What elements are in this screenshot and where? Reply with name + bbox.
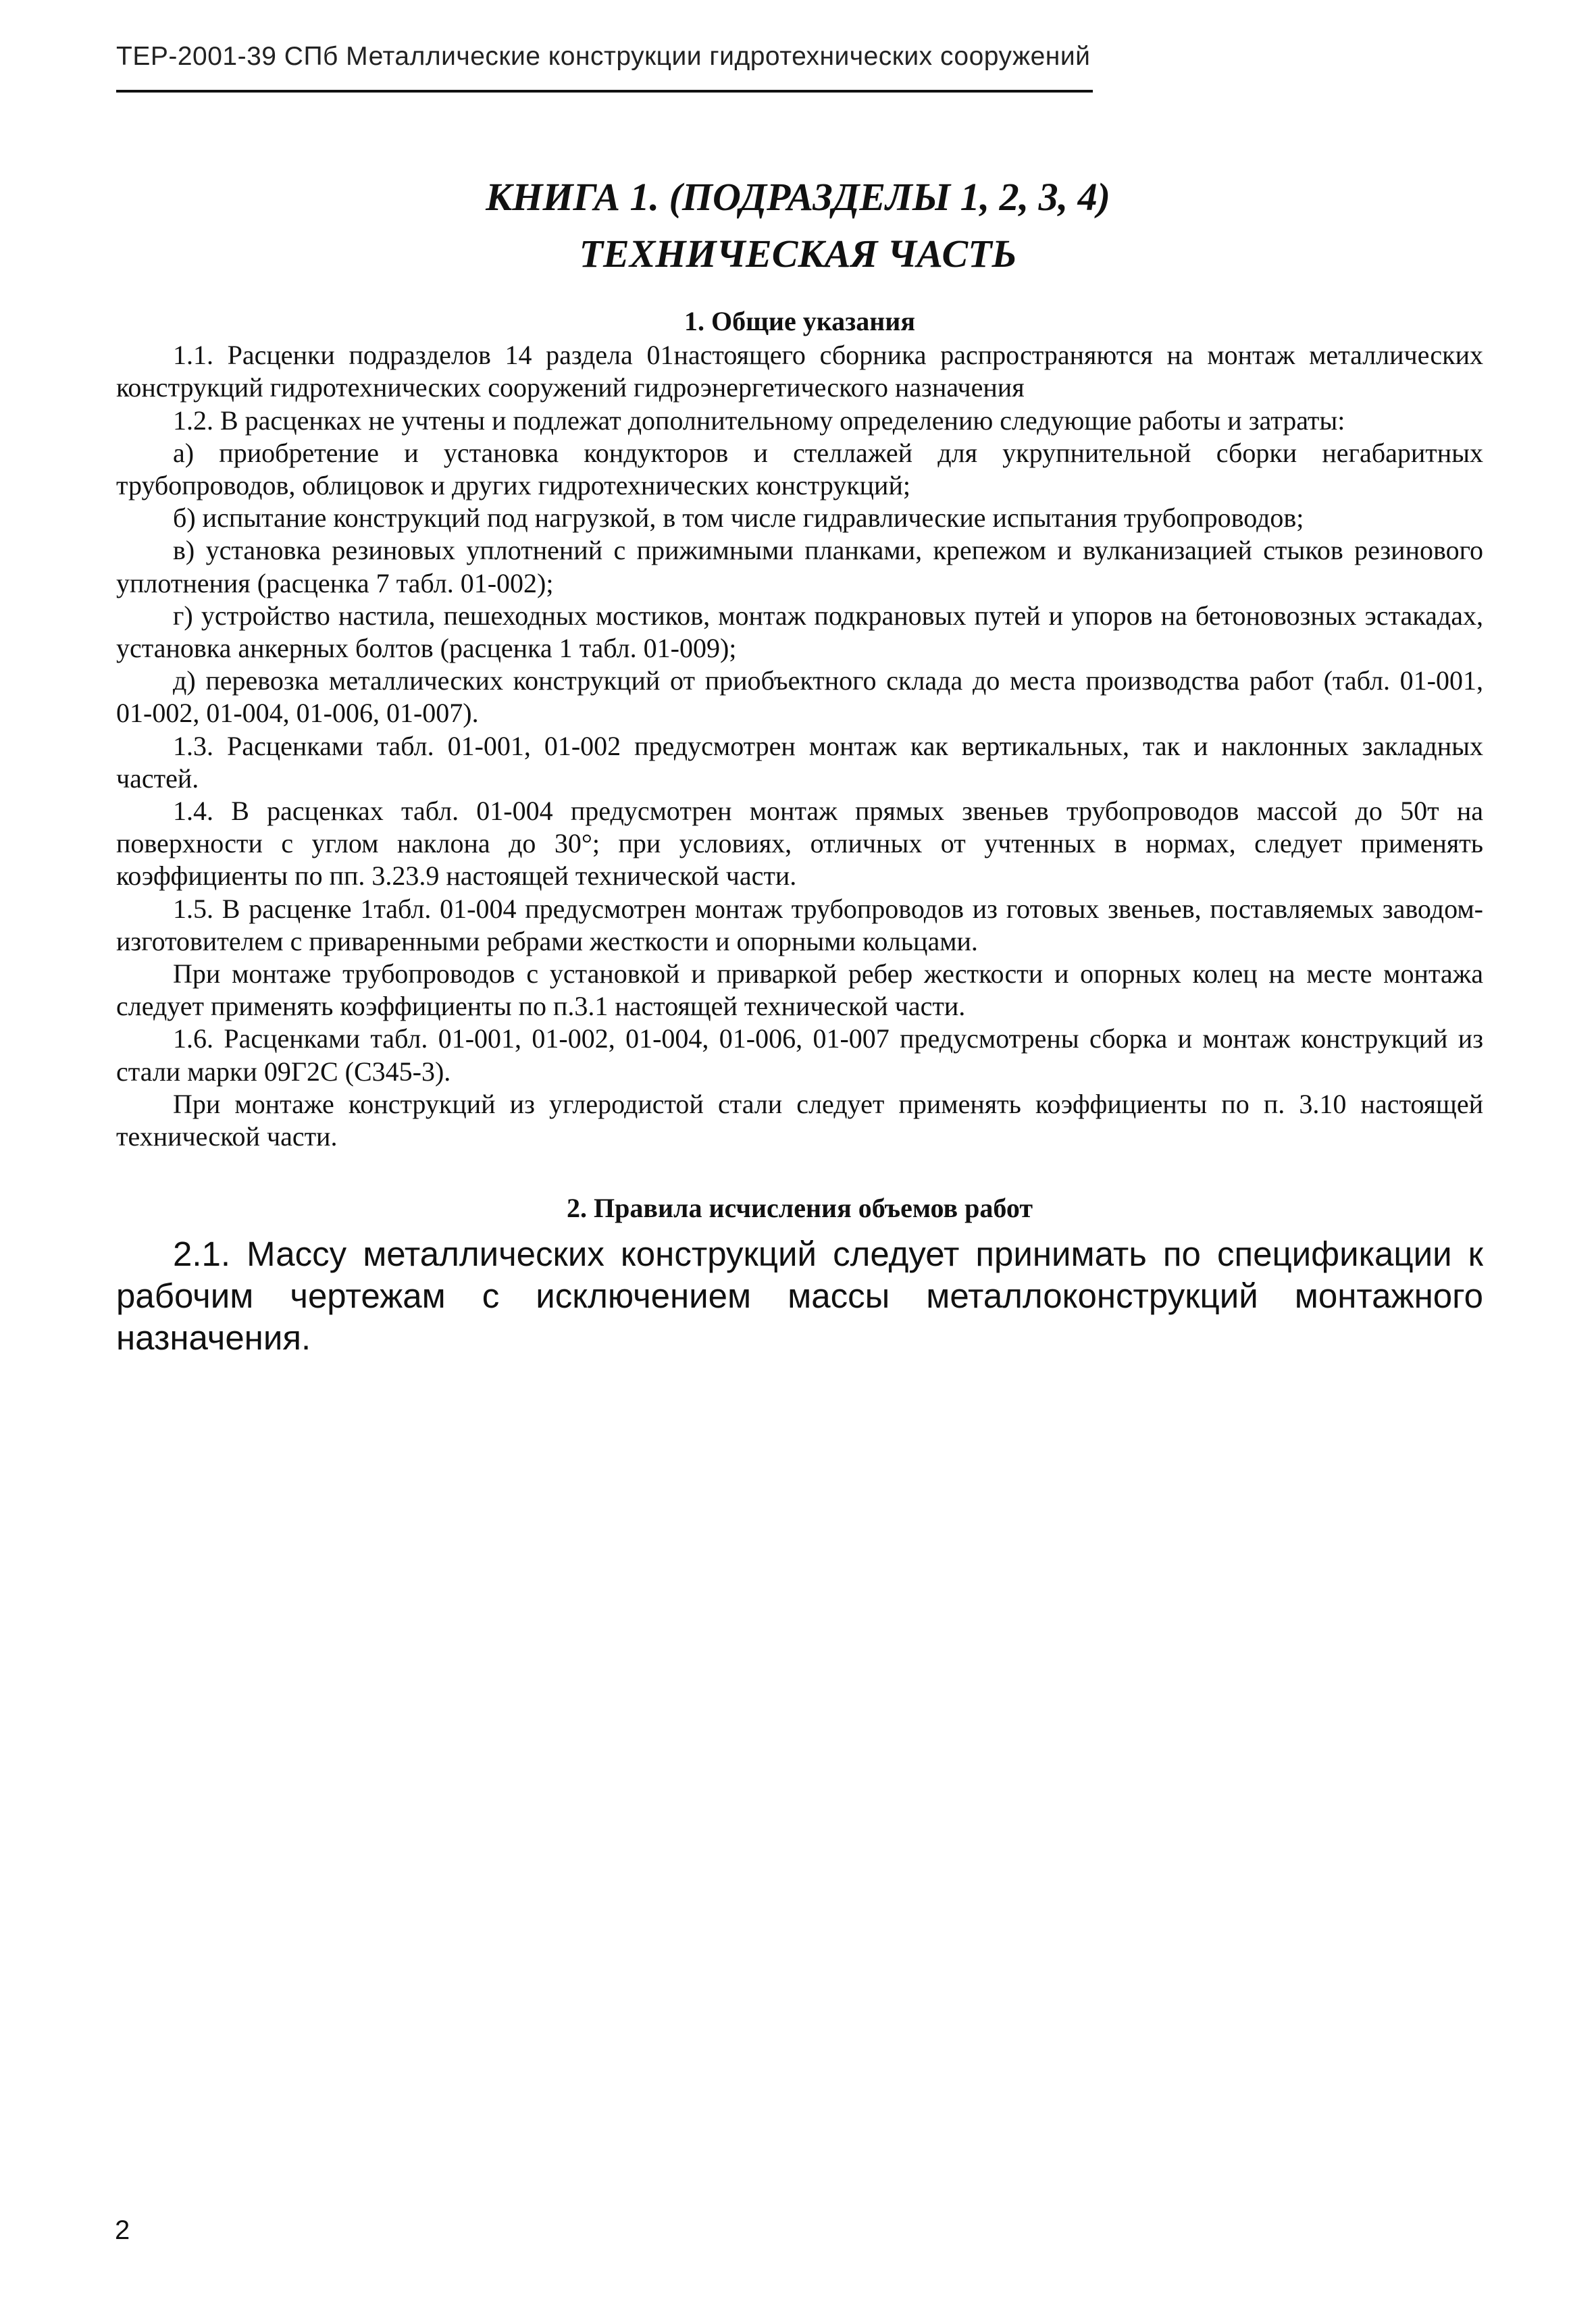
book-title (0, 169, 1596, 282)
header-rule (116, 90, 1093, 93)
paragraph-2-1: 2.1. Массу металлических конструкций следует принимать по спецификации к рабочим чертежам с исключением массы металлоконструкций монтажного назначения. (116, 1235, 1483, 1357)
section-volume-rules (116, 1192, 1483, 1359)
paragraph-1-2-v: в) установка резиновых уплотнений с прижимными планками, крепежом и вулканизацией стыков резинового уплотнения (расценка 7 табл. 01-002); (116, 535, 1483, 598)
paragraph-1-2-d: д) перевозка металлических конструкций от приобъектного склада до места производства работ (табл. 01-001, 01-002, 01-004, 01-006, 01-007). (116, 665, 1483, 729)
paragraph-1-6: 1.6. Расценками табл. 01-001, 01-002, 01-004, 01-006, 01-007 предусмотрены сборка и монтаж конструкций из стали марки 09Г2С (С345-3). (116, 1023, 1483, 1087)
paragraph-1-2-g: г) устройство настила, пешеходных мостиков, монтаж подкрановых путей и упоров на бетоновозных эстакадах, установка анкерных болтов (расценка 1 табл. 01-009); (116, 600, 1483, 664)
paragraph-1-5-note: При монтаже трубопроводов с установкой и приваркой ребер жесткости и опорных колец на месте монтажа следует применять коэффициенты по п.3.1 настоящей технической части. (116, 958, 1483, 1022)
running-header: ТЕР-2001-39 СПб Металлические конструкции гидротехнических сооружений (116, 42, 1091, 71)
book-title-line-2: ТЕХНИЧЕСКАЯ ЧАСТЬ (579, 232, 1017, 276)
page-number: 2 (115, 2215, 130, 2245)
section-heading-1: 1. Общие указания (684, 306, 915, 336)
section-heading-2: 2. Правила исчисления объемов работ (567, 1193, 1033, 1223)
paragraph-1-4: 1.4. В расценках табл. 01-004 предусмотрен монтаж прямых звеньев трубопроводов массой до 50т на поверхности с углом наклона до 30°; при условиях, отличных от учтенных в нормах, следует применять коэффициенты по пп. 3.23.9 настоящей технической части. (116, 796, 1483, 892)
paragraph-1-1: 1.1. Расценки подразделов 14 раздела 01настоящего сборника распространяются на монтаж металлических конструкций гидротехнических сооружений гидроэнергетического назначения (116, 340, 1483, 403)
paragraph-1-6-note: При монтаже конструкций из углеродистой стали следует применять коэффициенты по п. 3.10 настоящей технической части. (116, 1088, 1483, 1152)
paragraph-1-2-a: а) приобретение и установка кондукторов и стеллажей для укрупнительной сборки негабаритных трубопроводов, облицовок и других гидротехнических конструкций; (116, 437, 1483, 501)
book-title-line-1: КНИГА 1. (ПОДРАЗДЕЛЫ 1, 2, 3, 4) (486, 175, 1110, 219)
paragraph-1-3: 1.3. Расценками табл. 01-001, 01-002 предусмотрен монтаж как вертикальных, так и наклонных закладных частей. (116, 730, 1483, 794)
paragraph-1-2: 1.2. В расценках не учтены и подлежат дополнительному определению следующие работы и затраты: (173, 405, 1345, 436)
paragraph-1-2-b: б) испытание конструкций под нагрузкой, в том числе гидравлические испытания трубопроводов; (173, 503, 1304, 534)
section-general-instructions (116, 305, 1483, 1153)
paragraph-1-5: 1.5. В расценке 1табл. 01-004 предусмотрен монтаж трубопроводов из готовых звеньев, поставляемых заводом-изготовителем с приваренными ребрами жесткости и опорными кольцами. (116, 893, 1483, 956)
